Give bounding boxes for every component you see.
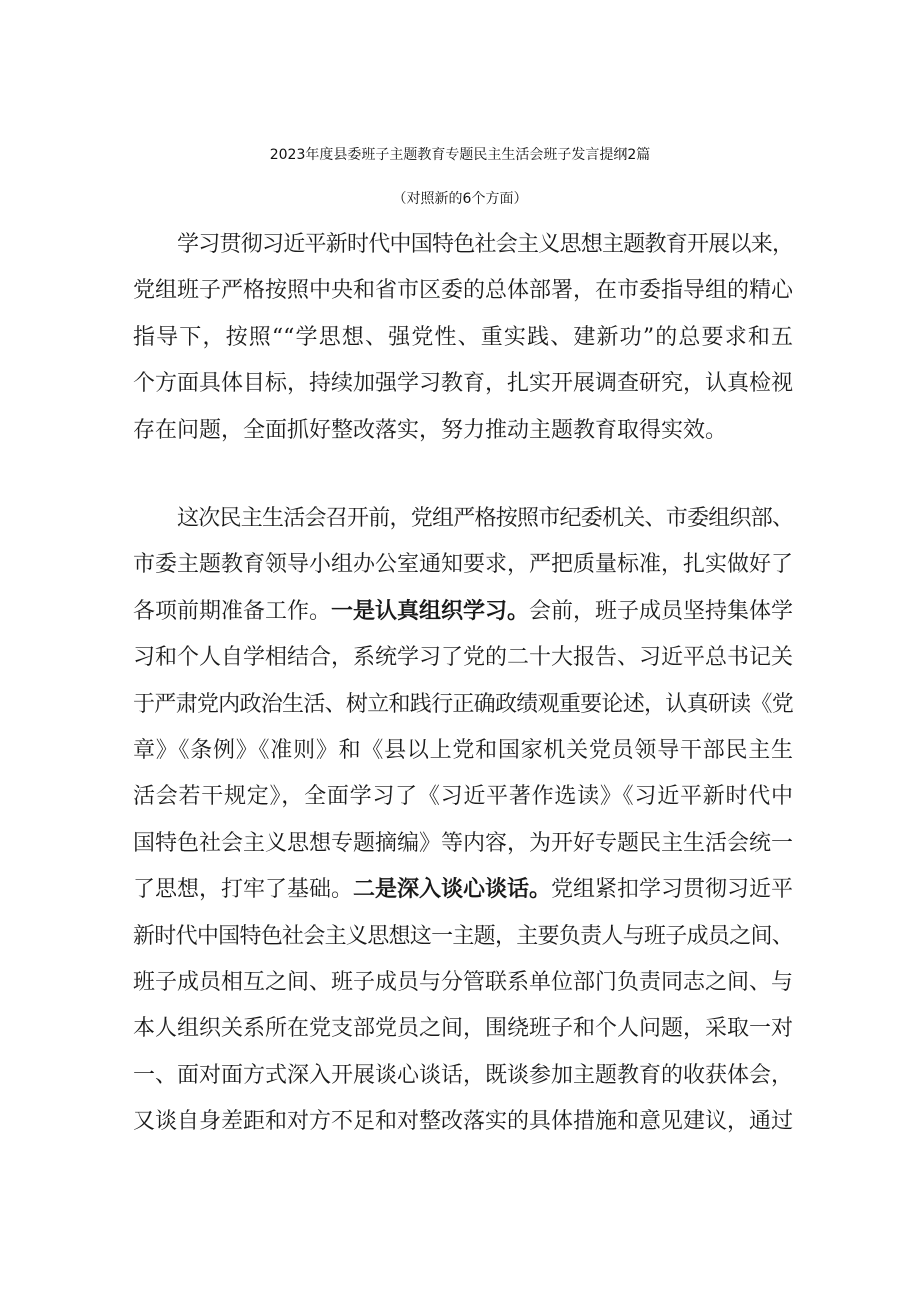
paragraph-2 [133,496,793,1145]
paragraph-line: 活会若干规定》，全面学习了《习近平著作选读》《习近平新时代中 [133,784,793,810]
paragraph-line: 于严肃党内政治生活、树立和践行正确政绩观重要论述，认真研读《党 [133,691,793,717]
paragraph-line: 新时代中国特色社会主义思想这一主题，主要负责人与班子成员之间、 [133,923,793,949]
paragraph-line: 指导下，按照““学思想、强党性、重实践、建新功”的总要求和五 [133,324,793,350]
paragraph-line: 个方面具体目标，持续加强学习教育，扎实开展调查研究，认真检视 [133,371,794,397]
paragraph-line [133,589,793,635]
paragraph-line: 党组班子严格按照中央和省市区委的总体部署，在市委指导组的精心 [133,278,794,304]
paragraph-line [133,867,793,913]
paragraph-line: 一、面对面方式深入开展谈心谈话，既谈参加主题教育的收获体会， [133,1062,794,1088]
paragraph-line: 章》《条例》《准则》和《县以上党和国家机关党员领导干部民主生 [133,737,793,763]
paragraph-line: 习和个人自学相结合，系统学习了党的二十大报告、习近平总书记关 [133,645,794,671]
paragraph-line: 这次民主生活会召开前，党组严格按照市纪委机关、市委组织部、 [177,506,794,531]
paragraph-1 [133,222,793,454]
document-title-line-2: （对照新的6个方面） [392,191,528,207]
paragraph-line: 国特色社会主义思想专题摘编》等内容，为开好专题民主生活会统一 [133,830,794,856]
paragraph-text: 会前，班子成员坚持集体学 [529,598,794,624]
paragraph-line: 市委主题教育领导小组办公室通知要求，严把质量标准，扎实做好了 [133,552,794,578]
paragraph-line: 存在问题，全面抓好整改落实，努力推动主题教育取得实效。 [133,417,728,443]
paragraph-line: 学习贯彻习近平新时代中国特色社会主义思想主题教育开展以来， [177,232,794,257]
paragraph-text: 党组紧扣学习贯彻习近平 [551,877,794,903]
emphasis-heading-talk: 二是深入谈心谈话。 [353,877,552,903]
paragraph-line: 又谈自身差距和对方不足和对整改落实的具体措施和意见建议，通过 [133,1109,794,1135]
paragraph-text: 各项前期准备工作。 [133,598,332,624]
paragraph-line: 班子成员相互之间、班子成员与分管联系单位部门负责同志之间、与 [133,969,794,995]
paragraph-text: 了思想，打牢了基础。 [133,877,354,903]
emphasis-heading-study: 一是认真组织学习。 [331,598,530,624]
document-title-line-1: 2023年度县委班子主题教育专题民主生活会班子发言提纲2篇 [269,147,651,163]
paragraph-line: 本人组织关系所在党支部党员之间，围绕班子和个人问题，采取一对 [133,1016,794,1042]
